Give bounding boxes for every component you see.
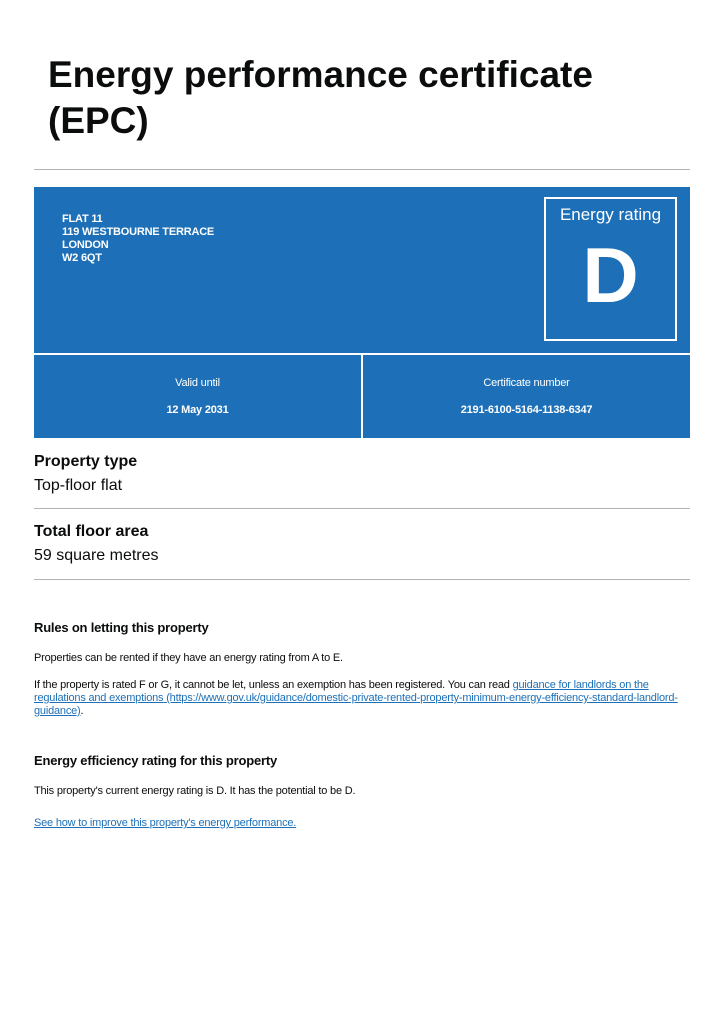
floor-area-divider bbox=[34, 579, 690, 580]
title-divider bbox=[34, 169, 690, 170]
letting-rules-paragraph-2-text: If the property is rated F or G, it cannot be let, unless an exemption has been registered. You can read bbox=[34, 679, 513, 691]
page-title bbox=[48, 52, 688, 144]
valid-until-label: Valid until bbox=[175, 377, 220, 389]
efficiency-heading: Energy efficiency rating for this property bbox=[34, 753, 277, 768]
address-line-4: W2 6QT bbox=[62, 252, 102, 264]
address-line-1: FLAT 11 bbox=[62, 213, 103, 225]
energy-rating-panel bbox=[544, 197, 677, 341]
floor-area-label: Total floor area bbox=[34, 523, 149, 540]
address-line-2: 119 WESTBOURNE TERRACE bbox=[62, 226, 215, 238]
certificate-number-value: 2191-6100-5164-1138-6347 bbox=[460, 404, 593, 416]
letting-rules-paragraph-2-end: . bbox=[80, 705, 84, 717]
improve-performance-link[interactable]: See how to improve this property's energy performance. bbox=[34, 817, 297, 829]
improve-performance-paragraph bbox=[34, 817, 690, 830]
landlord-guidance-link-url: (https://www.gov.uk/guidance/domestic-private-rented-property-minimum-energy-efficiency-standard-landlord-guidance) bbox=[34, 692, 678, 717]
property-type-divider bbox=[34, 508, 690, 509]
property-type-label: Property type bbox=[34, 453, 138, 470]
certificate-number-label: Certificate number bbox=[483, 377, 570, 389]
letting-rules-paragraph-1: Properties can be rented if they have an energy rating from A to E. bbox=[34, 652, 343, 664]
valid-until-cell bbox=[34, 355, 361, 438]
page-title-line2: (EPC) bbox=[48, 100, 149, 141]
letting-rules-heading: Rules on letting this property bbox=[34, 620, 209, 635]
landlord-guidance-link-text: guidance for landlords on the regulations and exemptions bbox=[34, 679, 649, 704]
address-line-3: LONDON bbox=[62, 239, 109, 251]
property-type-value: Top-floor flat bbox=[34, 477, 123, 494]
page-title-line1: Energy performance certificate bbox=[48, 54, 593, 95]
energy-rating-letter: D bbox=[582, 231, 639, 319]
energy-rating-label: Energy rating bbox=[559, 205, 662, 224]
current-rating-text: This property's current energy rating is D. It has the potential to be D. bbox=[34, 785, 356, 797]
epc-summary-panel bbox=[34, 187, 690, 438]
property-address bbox=[62, 213, 214, 265]
valid-until-date: 12 May 2031 bbox=[166, 404, 229, 416]
certificate-number-cell bbox=[363, 355, 690, 438]
letting-rules-paragraph-2 bbox=[34, 679, 690, 718]
floor-area-value: 59 square metres bbox=[34, 547, 159, 564]
